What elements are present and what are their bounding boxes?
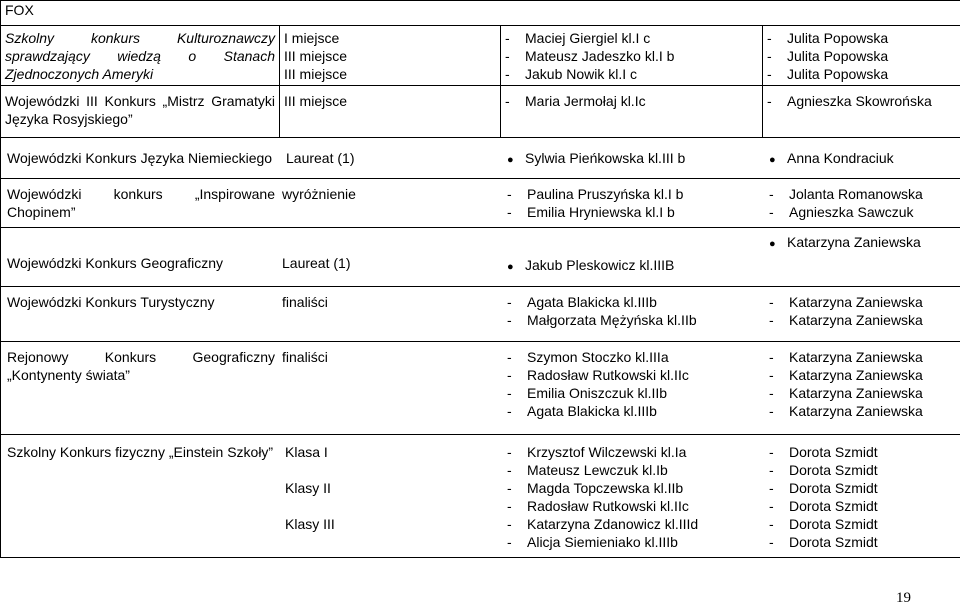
list-item: - Agnieszka Sawczuk — [769, 203, 923, 221]
place-line: Laureat (1) — [282, 254, 350, 272]
students-cell — [507, 443, 698, 551]
place-line: Klasy II — [285, 479, 331, 497]
place-line: Klasy III — [285, 515, 335, 533]
list-item: - Maria Jermołaj kl.Ic — [505, 92, 758, 110]
teacher-name: Dorota Szmidt — [789, 516, 878, 532]
teacher-name: Katarzyna Zaniewska — [787, 234, 921, 250]
list-item: - Agata Blakicka kl.IIIb — [507, 402, 689, 420]
list-item: - Katarzyna Zaniewska — [769, 293, 923, 311]
list-item: - Radosław Rutkowski kl.IIc — [507, 366, 689, 384]
list-item: - Jolanta Romanowska — [769, 185, 923, 203]
student-name: Radosław Rutkowski kl.IIc — [527, 498, 689, 514]
teacher-name: Katarzyna Zaniewska — [789, 403, 923, 419]
list-item: - Krzysztof Wilczewski kl.Ia — [507, 443, 698, 461]
competition-name: Szkolny Konkurs fizyczny „Einstein Szkoły” — [7, 443, 273, 461]
student-name: Agata Blakicka kl.IIIb — [527, 403, 657, 419]
merged-row — [1, 435, 960, 558]
competition-line: Zjednoczonych Ameryki — [5, 65, 275, 83]
list-item: - Julita Popowska — [767, 47, 956, 65]
list-item: - Paulina Pruszyńska kl.I b — [507, 185, 683, 203]
students-cell — [501, 86, 763, 138]
section-header: FOX — [1, 1, 960, 26]
competition-line: Języka Rosyjskiego” — [5, 110, 275, 128]
list-item: - Dorota Szmidt — [769, 443, 878, 461]
merged-row — [1, 179, 960, 228]
competition-name: Wojewódzki Konkurs Turystyczny — [7, 293, 214, 311]
list-item: - Emilia Oniszczuk kl.IIb — [507, 384, 689, 402]
list-item — [769, 149, 894, 169]
list-item: - Julita Popowska — [767, 65, 956, 83]
student-name: Emilia Oniszczuk kl.IIb — [527, 385, 667, 401]
list-item: - Dorota Szmidt — [769, 497, 878, 515]
teacher-name: Katarzyna Zaniewska — [789, 367, 923, 383]
competition-line: Chopinem” — [7, 203, 275, 221]
page-number: 19 — [896, 590, 911, 607]
student-name: Radosław Rutkowski kl.IIc — [527, 367, 689, 383]
competition-line: Wojewódzki III Konkurs „Mistrz Gramatyki — [5, 92, 275, 110]
place-line: finaliści — [282, 293, 328, 311]
list-item: - Emilia Hryniewska kl.I b — [507, 203, 683, 221]
list-item: - Dorota Szmidt — [769, 461, 878, 479]
competition-name — [1, 26, 280, 86]
merged-row — [1, 228, 960, 287]
teacher-name: Julita Popowska — [787, 30, 888, 46]
competition-name — [7, 185, 275, 221]
table-row — [1, 179, 960, 228]
list-item: - Dorota Szmidt — [769, 479, 878, 497]
list-item: - Alicja Siemieniako kl.IIIb — [507, 533, 698, 551]
list-item: - Katarzyna Zaniewska — [769, 402, 923, 420]
teacher-name: Dorota Szmidt — [789, 480, 878, 496]
competition-line: sprawdzający wiedzą o Stanach — [5, 47, 275, 65]
list-item: - Agata Blakicka kl.IIIb — [507, 293, 697, 311]
teacher-name: Julita Popowska — [787, 48, 888, 64]
teachers-cell — [763, 26, 960, 86]
student-name: Sylwia Pieńkowska kl.III b — [525, 150, 685, 166]
place-line: III miejsce — [284, 92, 496, 110]
student-name: Magda Topczewska kl.IIb — [527, 480, 683, 496]
student-name: Alicja Siemieniako kl.IIIb — [527, 534, 678, 550]
list-item: - Dorota Szmidt — [769, 533, 878, 551]
merged-row — [1, 138, 960, 179]
teacher-name: Anna Kondraciuk — [787, 150, 894, 166]
student-name: Maciej Giergiel kl.I c — [525, 30, 650, 46]
bullet-icon: ● — [769, 235, 787, 253]
student-name: Jakub Nowik kl.I c — [525, 66, 637, 82]
place-line: I miejsce — [284, 29, 496, 47]
teacher-name: Katarzyna Zaniewska — [789, 312, 923, 328]
list-item: - Katarzyna Zaniewska — [769, 366, 923, 384]
teachers-cell — [769, 443, 878, 551]
student-name: Krzysztof Wilczewski kl.Ia — [527, 444, 686, 460]
teacher-name: Agnieszka Skowrońska — [787, 93, 932, 109]
list-item: - Małgorzata Mężyńska kl.IIb — [507, 311, 697, 329]
bullet-icon: ● — [507, 258, 525, 276]
competition-name — [7, 348, 275, 384]
merged-row — [1, 342, 960, 435]
list-item: - Mateusz Jadeszko kl.I b — [505, 47, 758, 65]
list-item: - Maciej Giergiel kl.I c — [505, 29, 758, 47]
table-row — [1, 287, 960, 342]
student-name: Mateusz Jadeszko kl.I b — [525, 48, 674, 64]
student-name: Katarzyna Zdanowicz kl.IIId — [527, 516, 698, 532]
list-item: - Julita Popowska — [767, 29, 956, 47]
student-name: Agata Blakicka kl.IIIb — [527, 294, 657, 310]
students-cell — [501, 26, 763, 86]
teacher-name: Katarzyna Zaniewska — [789, 385, 923, 401]
teacher-name: Dorota Szmidt — [789, 534, 878, 550]
list-item — [507, 256, 674, 276]
list-item: - Katarzyna Zaniewska — [769, 348, 923, 366]
student-name: Jakub Pleskowicz kl.IIIB — [525, 257, 674, 273]
list-item: - Szymon Stoczko kl.IIIa — [507, 348, 689, 366]
teacher-name: Julita Popowska — [787, 66, 888, 82]
place-cell — [280, 86, 501, 138]
students-cell — [507, 293, 697, 329]
teacher-name: Katarzyna Zaniewska — [789, 294, 923, 310]
list-item: - Radosław Rutkowski kl.IIc — [507, 497, 698, 515]
competition-name — [1, 86, 280, 138]
competition-name: Wojewódzki Konkurs Języka Niemieckiego — [7, 149, 272, 167]
competition-line: „Kontynenty świata” — [7, 366, 275, 384]
student-name: Maria Jermołaj kl.Ic — [525, 93, 646, 109]
table-row — [1, 342, 960, 435]
student-name: Paulina Pruszyńska kl.I b — [527, 186, 683, 202]
list-item — [507, 149, 685, 169]
competition-name: Wojewódzki Konkurs Geograficzny — [7, 254, 223, 272]
list-item: - Magda Topczewska kl.IIb — [507, 479, 698, 497]
teacher-name: Katarzyna Zaniewska — [789, 349, 923, 365]
teachers-cell — [769, 185, 923, 221]
list-item: - Katarzyna Zaniewska — [769, 384, 923, 402]
table-row — [1, 138, 960, 179]
list-item: - Dorota Szmidt — [769, 515, 878, 533]
place-line: wyróżnienie — [282, 185, 356, 203]
competition-line: Wojewódzki konkurs „Inspirowane — [7, 185, 275, 203]
place-line: III miejsce — [284, 47, 496, 65]
place-line: III miejsce — [284, 65, 496, 83]
students-cell — [507, 185, 683, 221]
place-line: finaliści — [282, 348, 328, 366]
teacher-name: Dorota Szmidt — [789, 498, 878, 514]
teachers-cell — [763, 86, 960, 138]
list-item: - Mateusz Lewczuk kl.Ib — [507, 461, 698, 479]
table-row — [1, 26, 960, 86]
place-line: Klasa I — [285, 443, 328, 461]
student-name: Emilia Hryniewska kl.I b — [527, 204, 675, 220]
list-item — [769, 233, 921, 253]
teachers-cell — [769, 293, 923, 329]
teachers-cell — [769, 348, 923, 420]
bullet-icon: ● — [507, 151, 525, 169]
list-item: - Katarzyna Zaniewska — [769, 311, 923, 329]
list-item: - Agnieszka Skowrońska — [767, 92, 956, 110]
teacher-name: Jolanta Romanowska — [789, 186, 923, 202]
list-item: - Katarzyna Zdanowicz kl.IIId — [507, 515, 698, 533]
students-cell — [507, 348, 689, 420]
competition-line: Rejonowy Konkurs Geograficzny — [7, 348, 275, 366]
list-item: - Jakub Nowik kl.I c — [505, 65, 758, 83]
teacher-name: Dorota Szmidt — [789, 462, 878, 478]
place-line: Laureat (1) — [286, 149, 354, 167]
student-name: Mateusz Lewczuk kl.Ib — [527, 462, 668, 478]
place-cell — [280, 26, 501, 86]
header-row — [1, 1, 960, 26]
student-name: Szymon Stoczko kl.IIIa — [527, 349, 669, 365]
bullet-icon: ● — [769, 151, 787, 169]
teacher-name: Agnieszka Sawczuk — [789, 204, 914, 220]
table-row — [1, 86, 960, 138]
teacher-name: Dorota Szmidt — [789, 444, 878, 460]
table-row — [1, 228, 960, 287]
competition-line: Szkolny konkurs Kulturoznawczy — [5, 29, 275, 47]
merged-row — [1, 287, 960, 342]
table-row — [1, 435, 960, 558]
student-name: Małgorzata Mężyńska kl.IIb — [527, 312, 697, 328]
